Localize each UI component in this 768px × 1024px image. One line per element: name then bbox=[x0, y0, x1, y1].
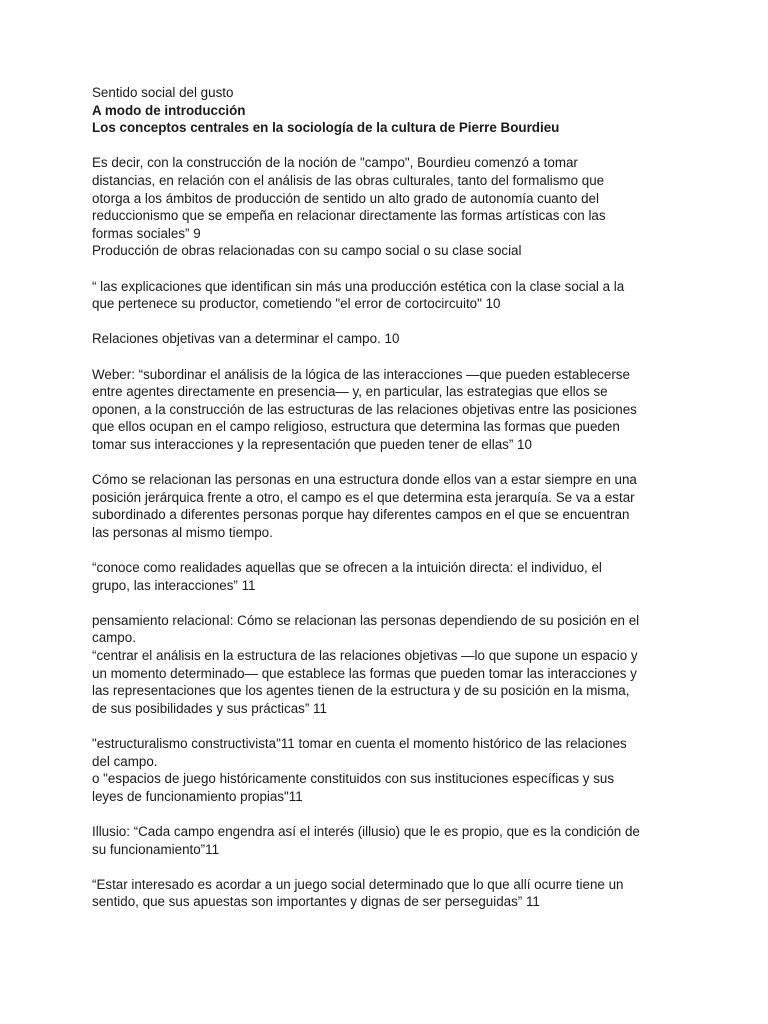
text-line: Illusio: “Cada campo engendra así el interés (illusio) que le es propio, que es la condición de bbox=[92, 823, 640, 839]
paragraph-relaciones-objetivas bbox=[92, 330, 672, 348]
text-line: las personas al mismo tiempo. bbox=[92, 524, 273, 540]
paragraph-gap bbox=[92, 453, 672, 471]
text-line: del campo. bbox=[92, 753, 158, 769]
text-line: reduccionismo que se empeña en relacionar directamente las formas artísticas con las bbox=[92, 208, 606, 224]
text-line: que pertenece su productor, cometiendo "el error de cortocircuito" 10 bbox=[92, 296, 501, 312]
text-line: formas sociales” 9 bbox=[92, 225, 201, 241]
text-line: campo. bbox=[92, 630, 136, 646]
document-heading: Sentido social del gusto bbox=[92, 85, 234, 100]
paragraph-illusio bbox=[92, 823, 672, 858]
text-line: Cómo se relacionan las personas en una estructura donde ellos van a estar siempre en una bbox=[92, 472, 637, 488]
text-line: las representaciones que los agentes tienen de la estructura y de su posición en la misma, bbox=[92, 683, 630, 699]
paragraph-gap bbox=[92, 594, 672, 612]
text-line: distancias, en relación con el análisis de las obras culturales, tanto del formalismo que bbox=[92, 172, 605, 188]
paragraph-weber bbox=[92, 366, 672, 454]
paragraph-gap bbox=[92, 541, 672, 559]
text-line: “centrar el análisis en la estructura de las relaciones objetivas —lo que supone un espacio y bbox=[92, 648, 638, 663]
text-line: otorga a los ámbitos de producción de sentido un alto grado de autonomía cuanto del bbox=[92, 190, 599, 206]
text-line: Es decir, con la construcción de la noción de "campo", Bourdieu comenzó a tomar bbox=[92, 155, 578, 171]
text-line: Relaciones objetivas van a determinar el campo. 10 bbox=[92, 331, 400, 347]
text-line: posición jerárquica frente a otro, el campo es el que determina esta jerarquía. Se va a estar bbox=[92, 489, 635, 505]
paragraph-gap bbox=[92, 260, 672, 278]
text-line: de sus posibilidades y sus prácticas” 11 bbox=[92, 700, 327, 716]
text-line: “Estar interesado es acordar a un juego social determinado que lo que allí ocurre tiene un bbox=[92, 876, 624, 892]
text-line: oponen, a la construcción de las estructuras de las relaciones objetivas entre las posiciones bbox=[92, 401, 637, 417]
paragraph-gap bbox=[92, 717, 672, 735]
paragraph-estructuralismo bbox=[92, 735, 672, 805]
text-line: pensamiento relacional: Cómo se relacionan las personas dependiendo de su posición en el bbox=[92, 612, 640, 628]
text-line: leyes de funcionamiento propias"11 bbox=[92, 788, 303, 804]
document-subheading-intro: A modo de introducción bbox=[92, 102, 246, 118]
paragraph-gap bbox=[92, 313, 672, 331]
paragraph-jerarquia bbox=[92, 471, 672, 541]
text-line: que ellos ocupan en el campo religioso, estructura que determina las formas que pueden bbox=[92, 419, 620, 435]
text-line: Producción de obras relacionadas con su campo social o su clase social bbox=[92, 243, 522, 259]
paragraph-gap bbox=[92, 348, 672, 366]
paragraph-gap bbox=[92, 805, 672, 823]
text-line: su funcionamiento”11 bbox=[92, 841, 220, 857]
document-subheading-concepts: Los conceptos centrales en la sociología de la cultura de Pierre Bourdieu bbox=[92, 120, 560, 136]
text-line: “ las explicaciones que identifican sin más una producción estética con la clase social a la bbox=[92, 278, 625, 294]
paragraph-gap bbox=[92, 137, 672, 155]
text-line: tomar sus interacciones y la representación que pueden tener de ellas” 10 bbox=[92, 436, 532, 452]
text-line: entre agentes directamente en presencia— y, en particular, las estrategias que ellos se bbox=[92, 384, 608, 400]
paragraph-pensamiento-relacional bbox=[92, 612, 672, 718]
text-line: "estructuralismo constructivista"11 tomar en cuenta el momento histórico de las relaciones bbox=[92, 735, 627, 751]
text-line: “conoce como realidades aquellas que se ofrecen a la intuición directa: el individuo, el bbox=[92, 560, 602, 576]
text-line: un momento determinado— que establece las formas que pueden tomar las interacciones y bbox=[92, 665, 637, 681]
paragraph-cortocircuito bbox=[92, 278, 672, 313]
text-line: subordinado a diferentes personas porque hay diferentes campos en el que se encuentran bbox=[92, 507, 630, 523]
text-line: sentido, que sus apuestas son importantes y dignas de ser perseguidas” 11 bbox=[92, 894, 540, 910]
document-page bbox=[92, 84, 672, 911]
paragraph-interes bbox=[92, 876, 672, 911]
text-line: grupo, las interacciones” 11 bbox=[92, 577, 256, 593]
paragraph-intuicion bbox=[92, 559, 672, 594]
text-line: o "espacios de juego históricamente constituidos con sus instituciones específicas y sus bbox=[92, 771, 615, 787]
paragraph-gap bbox=[92, 858, 672, 876]
paragraph-campo bbox=[92, 154, 672, 260]
text-line: Weber: “subordinar el análisis de la lógica de las interacciones —que pueden establecerse bbox=[92, 366, 630, 382]
